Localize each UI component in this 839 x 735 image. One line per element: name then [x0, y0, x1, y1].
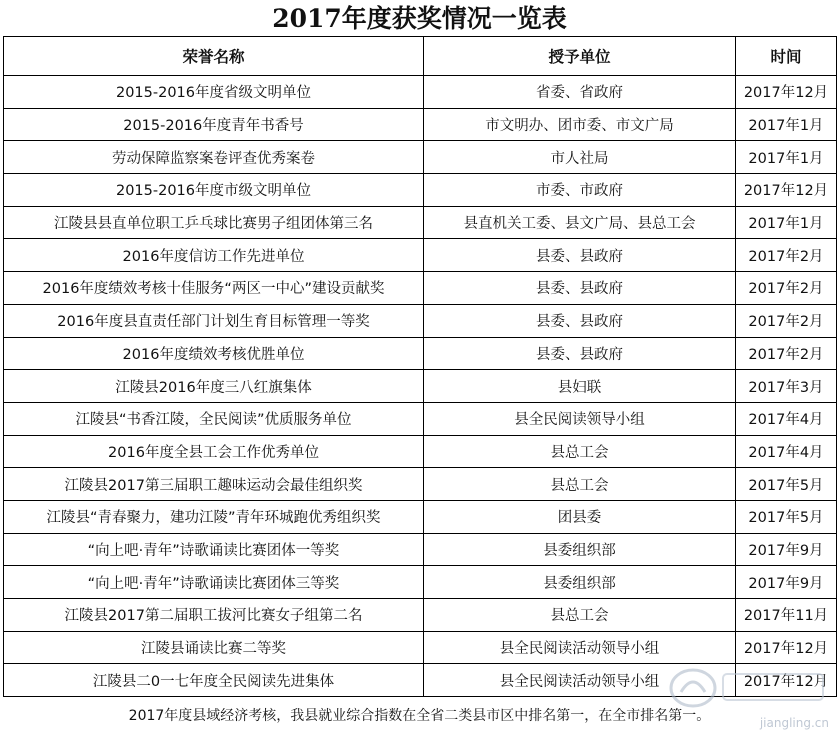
table-row: [4, 435, 837, 468]
granting-unit-cell: 县妇联: [424, 370, 736, 403]
granting-unit-cell: 市委、市政府: [424, 174, 736, 207]
time-cell: 2017年5月: [736, 500, 837, 533]
awards-table: [3, 36, 837, 697]
granting-unit-cell: 县总工会: [424, 468, 736, 501]
table-row: [4, 631, 837, 664]
footer-note: 2017年度县域经济考核，我县就业综合指数在全省二类县市区中排名第一，在全市排名第一。: [128, 708, 711, 724]
time-cell: 2017年2月: [736, 337, 837, 370]
honor-name-cell: 2016年度绩效考核优胜单位: [4, 337, 424, 370]
time-cell: 2017年2月: [736, 304, 837, 337]
table-row: [4, 468, 837, 501]
table-row: [4, 402, 837, 435]
time-cell: 2017年12月: [736, 664, 837, 697]
granting-unit-cell: 县委、县政府: [424, 304, 736, 337]
honor-name-cell: 江陵县“书香江陵，全民阅读”优质服务单位: [4, 402, 424, 435]
granting-unit-cell: 团县委: [424, 500, 736, 533]
time-cell: 2017年2月: [736, 239, 837, 272]
time-cell: 2017年2月: [736, 272, 837, 305]
table-row: [4, 304, 837, 337]
time-cell: 2017年9月: [736, 566, 837, 599]
header-row: [4, 37, 837, 76]
granting-unit-cell: 县委、县政府: [424, 239, 736, 272]
honor-name-cell: 2015-2016年度青年书香号: [4, 108, 424, 141]
granting-unit-cell: 县委、县政府: [424, 337, 736, 370]
granting-unit-cell: 县直机关工委、县文广局、县总工会: [424, 206, 736, 239]
honor-name-cell: 2016年度绩效考核十佳服务“两区一中心”建设贡献奖: [4, 272, 424, 305]
honor-name-cell: “向上吧·青年”诗歌诵读比赛团体一等奖: [4, 533, 424, 566]
honor-name-cell: 2016年度信访工作先进单位: [4, 239, 424, 272]
honor-name-cell: 2016年度县直责任部门计划生育目标管理一等奖: [4, 304, 424, 337]
granting-unit-cell: 县全民阅读领导小组: [424, 402, 736, 435]
granting-unit-cell: 县全民阅读活动领导小组: [424, 664, 736, 697]
watermark: [653, 662, 833, 732]
header-granting-unit: 授予单位: [424, 37, 736, 76]
time-cell: 2017年3月: [736, 370, 837, 403]
granting-unit-cell: 省委、省政府: [424, 76, 736, 109]
honor-name-cell: 2015-2016年度省级文明单位: [4, 76, 424, 109]
time-cell: 2017年1月: [736, 206, 837, 239]
table-row: [4, 108, 837, 141]
honor-name-cell: 江陵县2017第二届职工拔河比赛女子组第二名: [4, 599, 424, 632]
jiangling-logo-icon: [653, 662, 833, 712]
table-row: [4, 533, 837, 566]
honor-name-cell: 江陵县2017第三届职工趣味运动会最佳组织奖: [4, 468, 424, 501]
table-row: [4, 599, 837, 632]
time-cell: 2017年4月: [736, 402, 837, 435]
time-cell: 2017年1月: [736, 141, 837, 174]
honor-name-cell: 江陵县“青春聚力，建功江陵”青年环城跑优秀组织奖: [4, 500, 424, 533]
granting-unit-cell: 县委组织部: [424, 566, 736, 599]
time-cell: 2017年1月: [736, 108, 837, 141]
granting-unit-cell: 县委、县政府: [424, 272, 736, 305]
time-cell: 2017年11月: [736, 599, 837, 632]
honor-name-cell: 江陵县2016年度三八红旗集体: [4, 370, 424, 403]
honor-name-cell: “向上吧·青年”诗歌诵读比赛团体三等奖: [4, 566, 424, 599]
time-cell: 2017年12月: [736, 631, 837, 664]
time-cell: 2017年4月: [736, 435, 837, 468]
table-row: [4, 370, 837, 403]
table-title: 2017年度获奖情况一览表: [272, 4, 567, 33]
honor-name-cell: 2016年度全县工会工作优秀单位: [4, 435, 424, 468]
table-row: [4, 500, 837, 533]
granting-unit-cell: 县总工会: [424, 599, 736, 632]
table-row: [4, 566, 837, 599]
granting-unit-cell: 市文明办、团市委、市文广局: [424, 108, 736, 141]
time-cell: 2017年12月: [736, 76, 837, 109]
granting-unit-cell: 县总工会: [424, 435, 736, 468]
granting-unit-cell: 县委组织部: [424, 533, 736, 566]
table-row: [4, 272, 837, 305]
table-row: [4, 76, 837, 109]
time-cell: 2017年12月: [736, 174, 837, 207]
honor-name-cell: 劳动保障监察案卷评查优秀案卷: [4, 141, 424, 174]
watermark-text: jiangling.cn: [759, 716, 829, 730]
table-row: [4, 239, 837, 272]
table-row: [4, 174, 837, 207]
table-row: [4, 206, 837, 239]
table-row: [4, 141, 837, 174]
table-row: [4, 337, 837, 370]
time-cell: 2017年5月: [736, 468, 837, 501]
header-time: 时间: [736, 37, 837, 76]
honor-name-cell: 江陵县诵读比赛二等奖: [4, 631, 424, 664]
header-honor-name: 荣誉名称: [4, 37, 424, 76]
honor-name-cell: 江陵县县直单位职工乒乓球比赛男子组团体第三名: [4, 206, 424, 239]
honor-name-cell: 江陵县二0一七年度全民阅读先进集体: [4, 664, 424, 697]
granting-unit-cell: 市人社局: [424, 141, 736, 174]
honor-name-cell: 2015-2016年度市级文明单位: [4, 174, 424, 207]
granting-unit-cell: 县全民阅读活动领导小组: [424, 631, 736, 664]
time-cell: 2017年9月: [736, 533, 837, 566]
